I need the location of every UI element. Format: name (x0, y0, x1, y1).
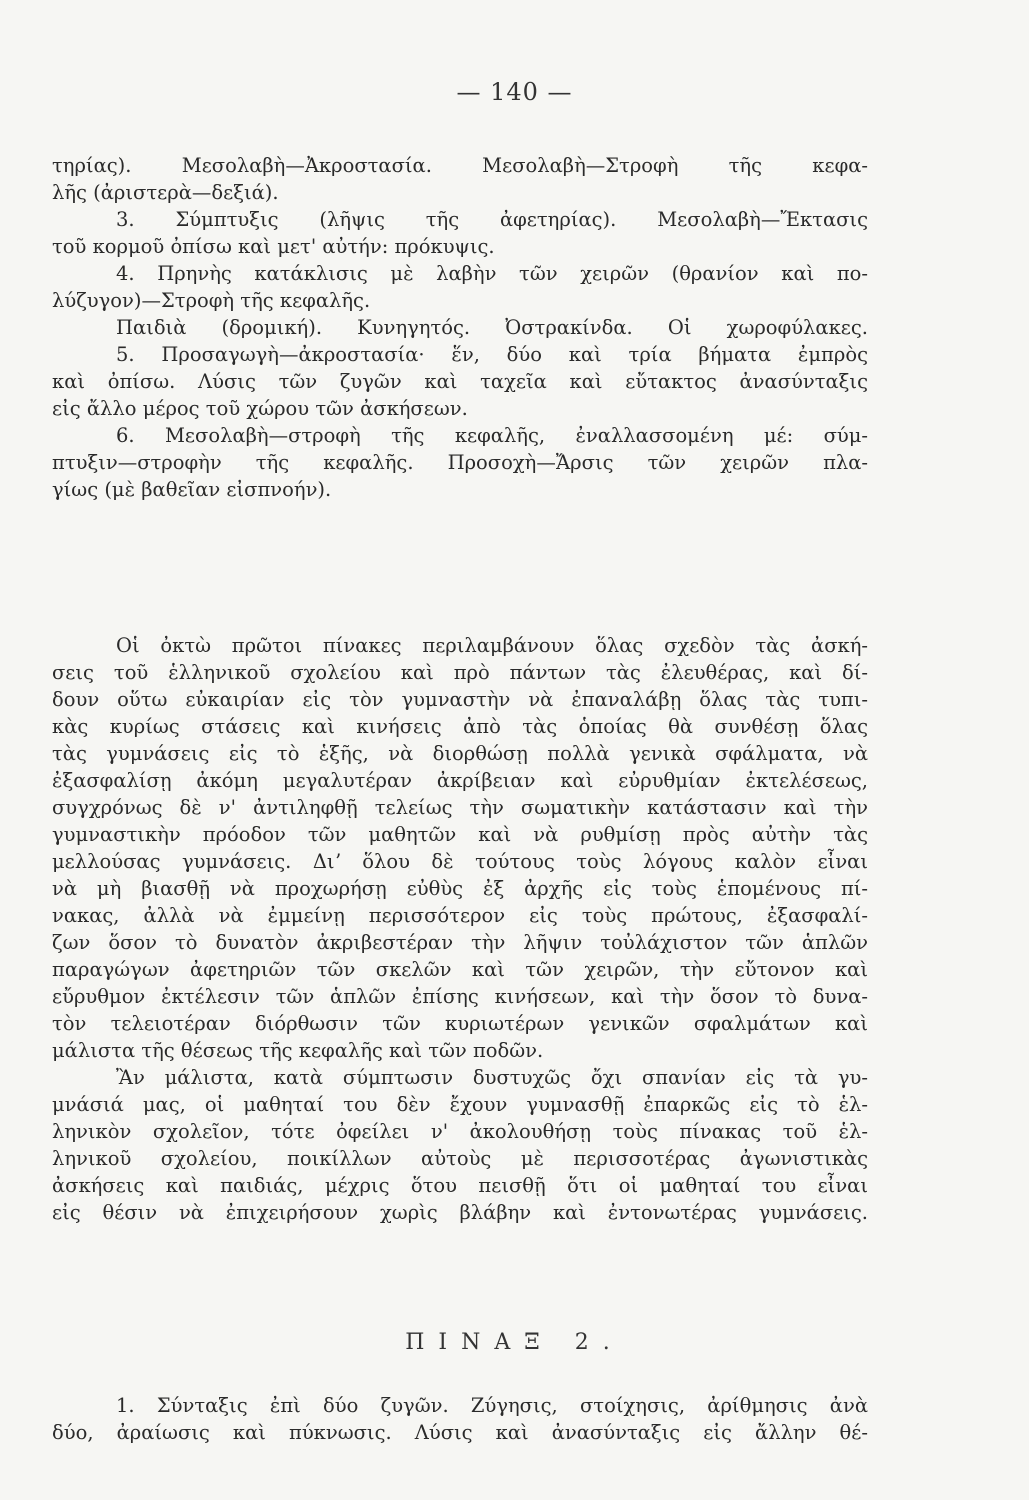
text-line: τὰς γυμνάσεις εἰς τὸ ἑξῆς, νὰ διορθώσῃ πολλὰ γενικὰ σφάλματα, νὰ (52, 742, 868, 765)
text-line: τοῦ κορμοῦ ὀπίσω καὶ μετ' αὐτήν: πρόκυψις. (52, 235, 495, 258)
text-line: λύζυγον)—Στροφὴ τῆς κεφαλῆς. (52, 289, 371, 312)
text-line: νακας, ἀλλὰ νὰ ἐμμείνῃ περισσότερον εἰς τοὺς πρώτους, ἐξασφαλί- (52, 904, 868, 927)
text-line: δύο, ἀραίωσις καὶ πύκνωσις. Λύσις καὶ ἀνασύνταξις εἰς ἄλλην θέ- (52, 1421, 868, 1444)
text-line: γυμναστικὴν πρόοδον τῶν μαθητῶν καὶ νὰ ρυθμίσῃ πρὸς αὐτὴν τὰς (52, 823, 868, 846)
text-line: μνάσιά μας, οἱ μαθηταί του δὲν ἔχουν γυμνασθῇ ἐπαρκῶς εἰς τὸ ἑλ- (52, 1093, 868, 1116)
text-line: Οἱ ὀκτὼ πρῶτοι πίνακες περιλαμβάνουν ὅλας σχεδὸν τὰς ἀσκή- (116, 634, 868, 657)
text-line: καὶ ὀπίσω. Λύσις τῶν ζυγῶν καὶ ταχεῖα καὶ εὔτακτος ἀνασύνταξις (52, 370, 868, 393)
text-line: ληνικὸν σχολεῖον, τότε ὀφείλει ν' ἀκολουθήσῃ τοὺς πίνακας τοῦ ἑλ- (52, 1120, 868, 1143)
text-line: πτυξιν—στροφὴν τῆς κεφαλῆς. Προσοχὴ—Ἄρσις τῶν χειρῶν πλα- (52, 451, 868, 474)
text-line: ἐξασφαλίσῃ ἀκόμη μεγαλυτέραν ἀκρίβειαν καὶ εὐρυθμίαν ἐκτελέσεως, (52, 769, 868, 792)
section-heading: ΠΙΝΑΞ 2. (405, 1330, 624, 1355)
text-line: 1. Σύνταξις ἐπὶ δύο ζυγῶν. Ζύγησις, στοίχησις, ἀρίθμησις ἀνὰ (116, 1394, 868, 1417)
text-line: 3. Σύμπτυξις (λῆψις τῆς ἀφετηρίας). Μεσολαβὴ—Ἔκτασις (116, 208, 868, 231)
table-2-items (52, 1392, 868, 1446)
body-paragraphs (52, 632, 868, 1226)
text-line: εὔρυθμον ἐκτέλεσιν τῶν ἁπλῶν ἐπίσης κινήσεων, καὶ τὴν ὅσον τὸ δυνα- (52, 985, 868, 1008)
text-line: κὰς κυρίως στάσεις καὶ κινήσεις ἀπὸ τὰς ὁποίας θὰ συνθέσῃ ὅλας (52, 715, 868, 738)
text-line: 6. Μεσολαβὴ—στροφὴ τῆς κεφαλῆς, ἐναλλασσομένη μέ: σύμ- (116, 424, 868, 447)
text-line: Ἂν μάλιστα, κατὰ σύμπτωσιν δυστυχῶς ὄχι σπανίαν εἰς τὰ γυ- (116, 1066, 868, 1089)
text-line: τηρίας). Μεσολαβὴ—Ἀκροστασία. Μεσολαβὴ—Στροφὴ τῆς κεφα- (52, 154, 868, 177)
text-line: 4. Πρηνὴς κατάκλισις μὲ λαβὴν τῶν χειρῶν (θρανίον καὶ πο- (116, 262, 868, 285)
text-line: ἀσκήσεις καὶ παιδιάς, μέχρις ὅτου πεισθῇ ὅτι οἱ μαθηταί του εἶναι (52, 1174, 868, 1197)
text-line: μελλούσας γυμνάσεις. Διʼ ὅλου δὲ τούτους τοὺς λόγους καλὸν εἶναι (52, 850, 868, 873)
exercise-list (52, 152, 868, 503)
page-number: — 140 — (456, 78, 573, 106)
text-line: μάλιστα τῆς θέσεως τῆς κεφαλῆς καὶ τῶν ποδῶν. (52, 1039, 544, 1062)
text-line: λῆς (ἀριστερὰ—δεξιά). (52, 181, 279, 204)
text-line: Παιδιὰ (δρομική). Κυνηγητός. Ὀστρακίνδα. Οἱ χωροφύλακες. (116, 316, 868, 339)
text-line: συγχρόνως δὲ ν' ἀντιληφθῇ τελείως τὴν σωματικὴν κατάστασιν καὶ τὴν (52, 796, 868, 819)
text-line: δουν οὕτω εὐκαιρίαν εἰς τὸν γυμναστὴν νὰ ἐπαναλάβῃ ὅλας τὰς τυπι- (52, 688, 868, 711)
text-line: σεις τοῦ ἑλληνικοῦ σχολείου καὶ πρὸ πάντων τὰς ἐλευθέρας, καὶ δί- (52, 661, 868, 684)
text-line: εἰς θέσιν νὰ ἐπιχειρήσουν χωρὶς βλάβην καὶ ἐντονωτέρας γυμνάσεις. (52, 1201, 868, 1224)
text-line: ληνικοῦ σχολείου, ποικίλλων αὐτοὺς μὲ περισσοτέρας ἀγωνιστικὰς (52, 1147, 868, 1170)
text-line: νὰ μὴ βιασθῇ νὰ προχωρήσῃ εὐθὺς ἐξ ἀρχῆς εἰς τοὺς ἑπομένους πί- (52, 877, 868, 900)
text-line: εἰς ἄλλο μέρος τοῦ χώρου τῶν ἀσκήσεων. (52, 397, 468, 420)
text-line: ζων ὅσον τὸ δυνατὸν ἀκριβεστέραν τὴν λῆψιν τοὐλάχιστον τῶν ἁπλῶν (52, 931, 868, 954)
text-line: 5. Προσαγωγὴ—ἀκροστασία· ἕν, δύο καὶ τρία βήματα ἐμπρὸς (116, 343, 868, 366)
text-line: τὸν τελειοτέραν διόρθωσιν τῶν κυριωτέρων γενικῶν σφαλμάτων καὶ (52, 1012, 868, 1035)
text-line: γίως (μὲ βαθεῖαν εἰσπνοήν). (52, 478, 332, 501)
text-line: παραγώγων ἀφετηριῶν τῶν σκελῶν καὶ τῶν χειρῶν, τὴν εὔτονον καὶ (52, 958, 868, 981)
